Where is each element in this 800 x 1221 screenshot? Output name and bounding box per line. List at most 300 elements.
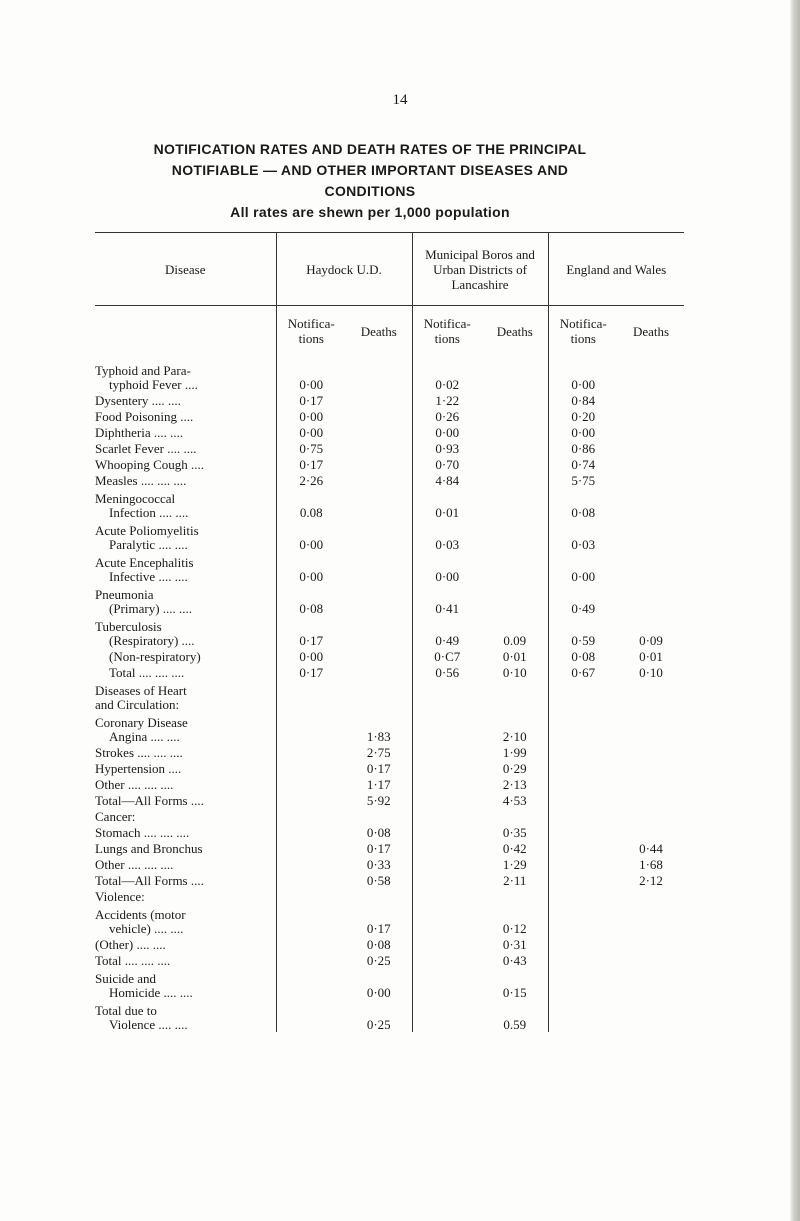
cell-haydock-notifications: 0·17 [276,456,346,472]
disease-label-line: (Respiratory) .... [109,633,195,648]
cell-haydock-notifications: 2·26 [276,472,346,488]
cell-lancashire-deaths: 0·42 [502,841,527,856]
cell-england-wales-notifications [548,712,618,744]
cell-haydock-deaths: 0·25 [366,1017,391,1032]
cell-haydock-deaths: 0·17 [366,841,391,856]
disease-label-line: (Primary) .... .... [109,601,193,616]
disease-label-line: Lungs and Bronchus [95,841,203,856]
cell-lancashire-deaths: 2·13 [502,777,527,792]
sub-header-blank [95,306,276,361]
rates-table [95,232,684,1032]
disease-label-line: Homicide .... .... [109,985,193,1000]
cell-lancashire-notifications [412,968,482,1000]
cell-england-wales-notifications [548,936,618,952]
cell-lancashire-deaths [482,520,548,552]
cell-england-wales-notifications: 0·00 [548,552,618,584]
cell-england-wales-notifications: 0·59 [548,616,618,648]
cell-lancashire-notifications: 0·00 [412,552,482,584]
cell-england-wales-deaths [618,792,684,808]
table-body [95,360,684,1032]
cell-haydock-notifications [276,760,346,776]
cell-england-wales-notifications [548,1000,618,1032]
disease-label [95,824,276,840]
cell-england-wales-notifications: 0·86 [548,440,618,456]
cell-england-wales-notifications: 0·00 [548,360,618,392]
disease-label-line: Total due to [95,1003,157,1018]
disease-label-line: Accidents (motor [95,907,186,922]
cell-haydock-notifications [276,952,346,968]
cell-lancashire-deaths: 2·10 [502,729,527,744]
cell-lancashire-deaths [482,472,548,488]
cell-england-wales-notifications: 0·08 [548,648,618,664]
cell-england-wales-deaths [618,488,684,520]
cell-haydock-notifications: 0·00 [276,360,346,392]
cell-haydock-deaths [346,408,412,424]
cell-england-wales-deaths [618,392,684,408]
cell-england-wales-deaths [618,776,684,792]
disease-label-line: Angina .... .... [109,729,180,744]
cell-england-wales-deaths [618,904,684,936]
cell-lancashire-notifications: 0·02 [412,360,482,392]
cell-haydock-deaths [346,888,412,904]
disease-label [95,648,276,664]
cell-haydock-notifications: 0·75 [276,440,346,456]
cell-haydock-deaths: 0·08 [366,937,391,952]
disease-label-line: Strokes .... .... .... [95,745,183,760]
cell-haydock-deaths [346,552,412,584]
cell-haydock-notifications [276,744,346,760]
cell-lancashire-notifications: 0·70 [412,456,482,472]
cell-haydock-notifications: 0·08 [276,584,346,616]
disease-label [95,1000,276,1032]
cell-lancashire-notifications: 0·49 [412,616,482,648]
cell-lancashire-notifications [412,776,482,792]
disease-label [95,392,276,408]
cell-england-wales-deaths [618,968,684,1000]
table-row [95,840,684,856]
disease-label [95,616,276,648]
cell-england-wales-deaths [618,408,684,424]
cell-england-wales-deaths: 0·09 [639,633,663,648]
disease-label-line: Suicide and [95,971,157,986]
disease-label [95,712,276,744]
cell-haydock-notifications: 0·17 [276,664,346,680]
cell-england-wales-deaths: 0·01 [639,649,663,664]
table-row [95,472,684,488]
cell-england-wales-deaths [618,744,684,760]
cell-england-wales-deaths: 2·12 [639,873,663,888]
table-row [95,872,684,888]
disease-label-line: (Other) .... .... [95,937,166,952]
cell-lancashire-deaths: 0·35 [502,825,527,840]
cell-lancashire-deaths: 0·43 [502,953,527,968]
title-line-1: NOTIFICATION RATES AND DEATH RATES OF THE PRINCIPAL [153,141,587,157]
group-header-england-wales: England and Wales [548,233,684,306]
cell-lancashire-notifications: 0·00 [412,424,482,440]
table-row [95,648,684,664]
cell-haydock-notifications [276,712,346,744]
cell-haydock-deaths: 1·17 [366,777,391,792]
disease-label [95,584,276,616]
cell-haydock-notifications [276,872,346,888]
cell-england-wales-deaths: 0·44 [639,841,663,856]
table-row [95,360,684,392]
subtitle: All rates are shewn per 1,000 population [230,204,510,220]
cell-lancashire-deaths [482,888,548,904]
cell-haydock-deaths: 2·75 [366,745,391,760]
cell-lancashire-deaths [482,680,548,712]
table-row [95,952,684,968]
table-row [95,760,684,776]
table-row [95,968,684,1000]
disease-label-line: Hypertension .... [95,761,182,776]
cell-lancashire-notifications [412,680,482,712]
disease-label-line: Whooping Cough .... [95,457,205,472]
table-row [95,440,684,456]
disease-label-line: (Non-respiratory) [109,649,201,664]
cell-haydock-notifications [276,936,346,952]
disease-label [95,936,276,952]
disease-label-line: Total .... .... .... [95,953,171,968]
table-row [95,712,684,744]
cell-haydock-deaths [346,648,412,664]
cell-england-wales-deaths [618,808,684,824]
disease-label [95,952,276,968]
cell-haydock-deaths [346,456,412,472]
cell-england-wales-notifications: 0·67 [548,664,618,680]
group-header-haydock: Haydock U.D. [276,233,412,306]
cell-haydock-notifications [276,824,346,840]
cell-lancashire-notifications [412,952,482,968]
sub-header-deaths: Deaths [482,306,548,361]
cell-lancashire-notifications [412,824,482,840]
cell-lancashire-notifications [412,904,482,936]
cell-england-wales-deaths [618,712,684,744]
cell-haydock-deaths [346,664,412,680]
cell-lancashire-notifications [412,1000,482,1032]
disease-label [95,520,276,552]
cell-lancashire-deaths: 0·01 [502,649,527,664]
cell-lancashire-deaths: 0·31 [502,937,527,952]
disease-label-line: Diseases of Heart [95,683,187,698]
cell-england-wales-deaths [618,440,684,456]
sub-header-row [95,306,684,361]
cell-lancashire-deaths: 0·29 [502,761,527,776]
disease-label-line: Total .... .... .... [109,665,185,680]
cell-haydock-deaths [346,392,412,408]
cell-lancashire-notifications: 0·03 [412,520,482,552]
table-row [95,792,684,808]
category-row [95,888,684,904]
category-row [95,680,684,712]
cell-lancashire-deaths [482,808,548,824]
table-row [95,856,684,872]
cell-england-wales-notifications: 0·03 [548,520,618,552]
cell-england-wales-deaths [618,888,684,904]
sub-header-notifications: Notifica- tions [412,306,482,361]
disease-label [95,664,276,680]
cell-lancashire-notifications [412,744,482,760]
disease-label-line: Total—All Forms .... [95,873,204,888]
cell-lancashire-deaths [482,552,548,584]
cell-haydock-notifications [276,776,346,792]
disease-label-line: typhoid Fever .... [109,377,198,392]
disease-label [95,360,276,392]
cell-england-wales-deaths: 1·68 [639,857,663,872]
table-row [95,1000,684,1032]
disease-label [95,488,276,520]
disease-label [95,872,276,888]
table-row [95,584,684,616]
cell-england-wales-notifications: 0·20 [548,408,618,424]
cell-haydock-deaths: 1·83 [366,729,391,744]
cell-haydock-notifications: 0·00 [276,424,346,440]
disease-label-line: Violence: [95,889,145,904]
sub-header-deaths: Deaths [618,306,684,361]
cell-lancashire-deaths: 0·15 [502,985,527,1000]
cell-england-wales-deaths [618,1000,684,1032]
category-label [95,808,276,824]
table-row [95,936,684,952]
cell-haydock-notifications [276,808,346,824]
cell-lancashire-notifications: 0·C7 [412,648,482,664]
disease-label-line: Acute Poliomyelitis [95,523,199,538]
disease-label-line: Infection .... .... [109,505,189,520]
disease-label-line: Scarlet Fever .... .... [95,441,197,456]
category-label [95,888,276,904]
cell-england-wales-deaths [618,760,684,776]
cell-lancashire-notifications: 0·26 [412,408,482,424]
cell-england-wales-notifications [548,760,618,776]
cell-lancashire-notifications [412,856,482,872]
cell-lancashire-deaths: 0·10 [502,665,527,680]
cell-england-wales-deaths [618,952,684,968]
table-row [95,552,684,584]
cell-england-wales-notifications [548,872,618,888]
table-row [95,456,684,472]
cell-lancashire-notifications [412,936,482,952]
cell-haydock-notifications [276,840,346,856]
disease-label-line: Paralytic .... .... [109,537,188,552]
cell-england-wales-deaths [618,456,684,472]
table-row [95,824,684,840]
cell-haydock-deaths [346,424,412,440]
table-row [95,408,684,424]
disease-label-line: Food Poisoning .... [95,409,194,424]
disease-label-line: Stomach .... .... .... [95,825,190,840]
cell-lancashire-notifications: 4·84 [412,472,482,488]
disease-label-line: Infective .... .... [109,569,188,584]
cell-haydock-notifications: 0·17 [276,616,346,648]
cell-lancashire-notifications [412,872,482,888]
cell-england-wales-notifications: 0·74 [548,456,618,472]
cell-haydock-deaths [346,520,412,552]
cell-england-wales-deaths [618,424,684,440]
cell-lancashire-notifications [412,760,482,776]
table-row [95,488,684,520]
cell-lancashire-notifications: 0·56 [412,664,482,680]
cell-haydock-deaths [346,616,412,648]
disease-label [95,856,276,872]
cell-lancashire-deaths [482,424,548,440]
cell-haydock-notifications: 0.08 [276,488,346,520]
cell-england-wales-deaths [618,360,684,392]
disease-label [95,968,276,1000]
disease-label-line: Other .... .... .... [95,777,174,792]
disease-label-line: Typhoid and Para- [95,363,191,378]
disease-label [95,440,276,456]
cell-lancashire-deaths: 1·99 [502,745,527,760]
cell-haydock-deaths: 0·17 [366,761,391,776]
disease-label [95,776,276,792]
cell-lancashire-deaths: 1·29 [502,857,527,872]
title-line-3: CONDITIONS [324,183,416,199]
cell-england-wales-deaths [618,680,684,712]
cell-england-wales-notifications [548,792,618,808]
disease-label-line: Tuberculosis [95,619,162,634]
cell-lancashire-deaths: 0.59 [503,1017,527,1032]
cell-haydock-notifications [276,904,346,936]
table-row [95,392,684,408]
cell-england-wales-deaths [618,584,684,616]
cell-england-wales-deaths [618,520,684,552]
category-row [95,808,684,824]
cell-england-wales-notifications: 0·00 [548,424,618,440]
disease-label [95,552,276,584]
cell-england-wales-deaths [618,472,684,488]
cell-lancashire-deaths: 4·53 [502,793,527,808]
cell-haydock-notifications [276,1000,346,1032]
table-row [95,744,684,760]
cell-haydock-deaths [346,472,412,488]
disease-label-line: Violence .... .... [109,1017,188,1032]
disease-label [95,408,276,424]
sub-header-deaths: Deaths [346,306,412,361]
title-line-2: NOTIFIABLE — AND OTHER IMPORTANT DISEASES AND [171,162,569,178]
cell-lancashire-notifications [412,792,482,808]
cell-haydock-deaths: 0·08 [366,825,391,840]
disease-label-line: Dysentery .... .... [95,393,181,408]
cell-england-wales-deaths [618,552,684,584]
cell-lancashire-notifications [412,808,482,824]
cell-england-wales-notifications [548,808,618,824]
table-row [95,904,684,936]
cell-haydock-deaths [346,440,412,456]
cell-haydock-notifications: 0·00 [276,552,346,584]
cell-haydock-deaths [346,584,412,616]
cell-haydock-notifications [276,856,346,872]
cell-lancashire-deaths [482,360,548,392]
cell-lancashire-notifications: 0·41 [412,584,482,616]
cell-england-wales-notifications [548,968,618,1000]
cell-england-wales-notifications: 5·75 [548,472,618,488]
cell-haydock-notifications: 0·00 [276,648,346,664]
table-row [95,664,684,680]
cell-lancashire-notifications [412,888,482,904]
cell-haydock-deaths: 0·25 [366,953,391,968]
cell-haydock-notifications [276,792,346,808]
disease-label [95,840,276,856]
disease-label-line: Total—All Forms .... [95,793,204,808]
disease-label [95,456,276,472]
disease-label [95,904,276,936]
cell-england-wales-notifications [548,904,618,936]
disease-label-line: Pneumonia [95,587,154,602]
disease-label-line: Cancer: [95,809,136,824]
cell-lancashire-deaths [482,440,548,456]
cell-england-wales-notifications: 0·08 [548,488,618,520]
cell-lancashire-notifications [412,712,482,744]
cell-england-wales-notifications: 0·49 [548,584,618,616]
cell-haydock-deaths [346,360,412,392]
cell-england-wales-notifications [548,888,618,904]
cell-england-wales-notifications [548,680,618,712]
cell-england-wales-notifications [548,776,618,792]
cell-haydock-notifications: 0·00 [276,520,346,552]
cell-haydock-notifications [276,680,346,712]
cell-lancashire-deaths [482,408,548,424]
sub-header-notifications: Notifica- tions [276,306,346,361]
cell-lancashire-deaths [482,456,548,472]
table-row [95,616,684,648]
disease-label-line: Coronary Disease [95,715,188,730]
group-header-row [95,233,684,306]
cell-haydock-notifications [276,968,346,1000]
disease-label-line: Diphtheria .... .... [95,425,184,440]
disease-label-line: Meningococcal [95,491,176,506]
cell-haydock-deaths: 5·92 [366,793,391,808]
cell-england-wales-deaths [618,824,684,840]
page-heading [50,139,690,223]
disease-label-line: Measles .... .... .... [95,473,187,488]
table-row [95,776,684,792]
disease-label [95,760,276,776]
disease-label-line: vehicle) .... .... [109,921,184,936]
cell-lancashire-deaths: 2·11 [503,873,527,888]
cell-england-wales-notifications [548,744,618,760]
cell-lancashire-notifications: 0·01 [412,488,482,520]
cell-lancashire-notifications: 0·93 [412,440,482,456]
cell-haydock-deaths [346,488,412,520]
cell-haydock-deaths: 0·17 [366,921,391,936]
cell-haydock-deaths [346,680,412,712]
page-edge-shadow [790,0,800,1221]
cell-england-wales-notifications: 0·84 [548,392,618,408]
cell-lancashire-deaths: 0·12 [502,921,527,936]
sub-header-notifications: Notifica- tions [548,306,618,361]
disease-label [95,792,276,808]
table-row [95,520,684,552]
disease-label-line: Acute Encephalitis [95,555,194,570]
table-row [95,424,684,440]
cell-haydock-notifications [276,888,346,904]
cell-lancashire-deaths [482,392,548,408]
cell-haydock-notifications: 0·17 [276,392,346,408]
cell-haydock-deaths [346,808,412,824]
disease-label-line: and Circulation: [95,697,180,712]
disease-label [95,424,276,440]
cell-lancashire-notifications [412,840,482,856]
cell-lancashire-deaths [482,584,548,616]
cell-haydock-deaths: 0·33 [366,857,391,872]
cell-lancashire-deaths [482,488,548,520]
cell-lancashire-notifications: 1·22 [412,392,482,408]
cell-lancashire-deaths: 0.09 [503,633,527,648]
disease-label [95,472,276,488]
category-label [95,680,276,712]
page-number: 14 [392,92,408,108]
disease-label [95,744,276,760]
